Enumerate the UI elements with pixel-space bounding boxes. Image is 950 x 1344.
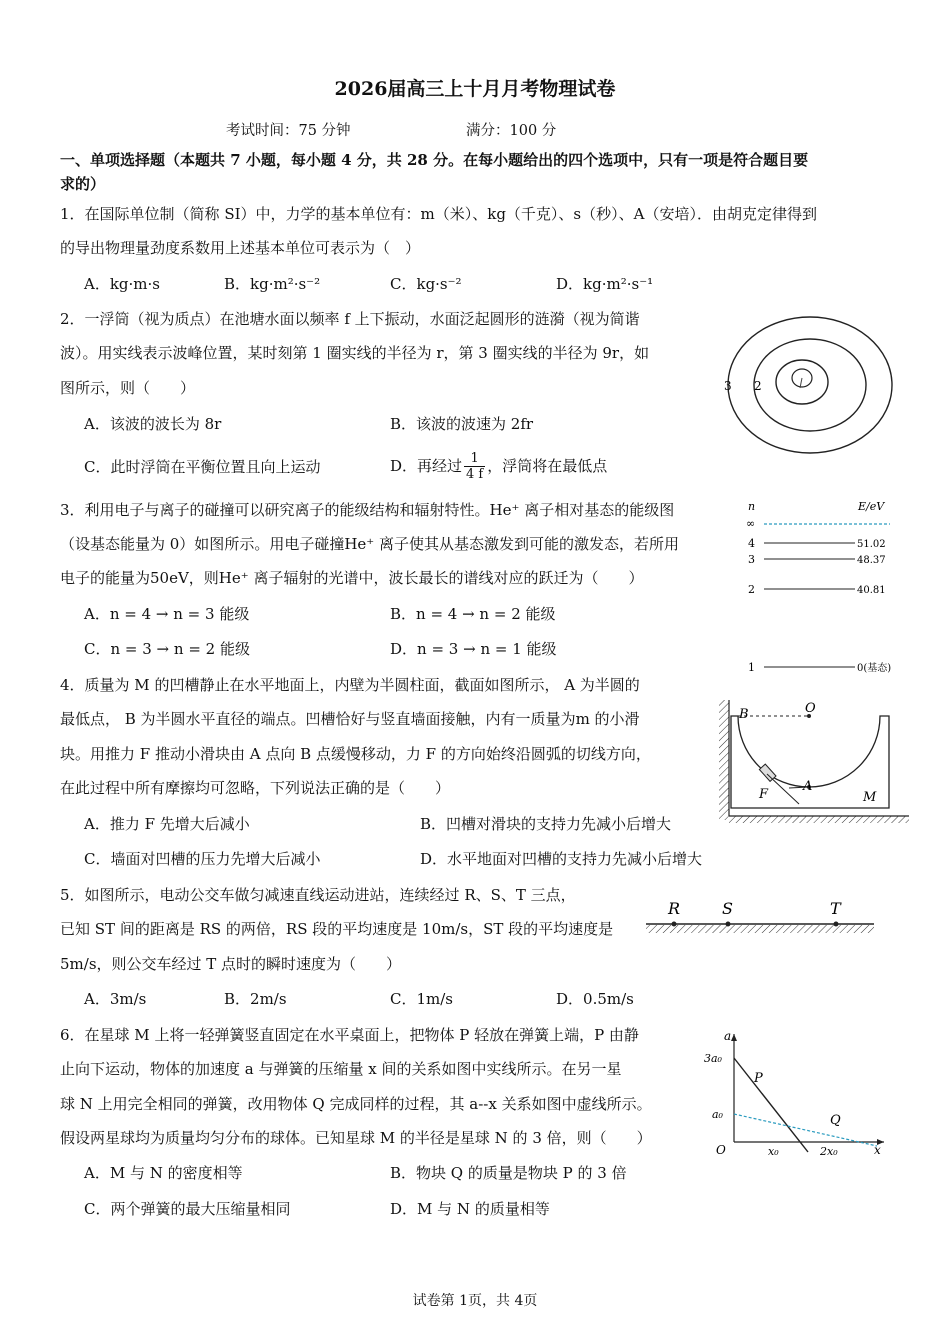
q6-option-a: A．M 与 N 的密度相等 [84,1164,243,1182]
q5-option-d: D．0.5m/s [556,990,634,1008]
q5-text-2: 已知 ST 间的距离是 RS 的两倍，RS 段的平均速度是 10m/s，ST 段的平均速度是 [60,920,614,938]
level-2-energy: 40.81 [857,585,886,596]
label-t: T [830,899,841,918]
q1-text-1: 1．在国际单位制（简称 SI）中，力学的基本单位有：m（米）、kg（千克）、s（秒）、A（安培）．由胡克定律得到 [60,205,817,223]
label-p: P [754,1071,763,1086]
q3-option-c: C．n = 3 → n = 2 能级 [84,640,250,658]
level-inf-label: ∞ [746,517,756,530]
q3-option-b: B．n = 4 → n = 2 能级 [390,605,556,623]
energy-axis-label: E/eV [858,500,885,513]
label-r: R [668,899,681,918]
q6-text-4: 假设两星球均为质量均匀分布的球体。已知星球 M 的半径是星球 N 的 3 倍，则（ ） [60,1129,652,1147]
q2-fraction-den: 4 f [466,466,484,482]
tick-x0: x₀ [768,1145,779,1158]
q6-graph-figure [702,1028,892,1158]
label-m: M [863,790,877,805]
level-3-n: 3 [748,553,755,566]
exam-time: 考试时间：75 分钟 [226,123,351,139]
q4-option-b: B．凹槽对滑块的支持力先减小后增大 [420,815,672,833]
level-4-n: 4 [748,537,755,550]
ground-hatch [729,816,909,823]
label-a: A [803,779,813,794]
section1-heading-cont: 求的） [60,175,106,193]
axis-label-a: a [724,1029,732,1043]
level-2-n: 2 [748,583,755,596]
q3-text-1: 3．利用电子与离子的碰撞可以研究离子的能级结构和辐射特性。He⁺ 离子相对基态的能级图 [60,501,675,519]
q4-text-2: 最低点， B 为半圆水平直径的端点。凹槽恰好与竖直墙面接触，内有一质量为m 的小滑 [60,710,640,728]
q5-option-a: A．3m/s [84,990,147,1008]
n-axis-label: n [748,500,756,513]
q4-option-c: C．墙面对凹槽的压力先增大后减小 [84,850,321,868]
q4-groove-figure [705,698,915,826]
q1-option-b: B．kg·m²·s⁻² [224,275,321,293]
q2-option-d-fraction [464,451,485,482]
q4-text-4: 在此过程中所有摩擦均可忽略，下列说法正确的是（ ） [60,779,451,797]
q6-text-2: 止向下运动，物体的加速度 a 与弹簧的压缩量 x 间的关系如图中实线所示。在另一星 [60,1060,622,1078]
q2-text-1: 2．一浮筒（视为质点）在池塘水面以频率 f 上下振动，水面泛起圆形的涟漪（视为简谐 [60,310,640,328]
q2-fraction-num: 1 [464,451,485,467]
q1-option-c: C．kg·s⁻² [390,275,462,293]
q2-ripple-figure [720,310,910,460]
q6-option-c: C．两个弹簧的最大压缩量相同 [84,1200,291,1218]
q1-option-a: A．kg·m·s [84,275,160,293]
q2-option-d-post: ，浮筒将在最低点 [487,457,608,475]
q2-option-b: B．该波的波速为 2fr [390,415,534,433]
label-b: B [739,707,749,722]
tick-3a0: 3a₀ [704,1052,722,1065]
level-3-energy: 48.37 [857,555,886,566]
q2-option-d [390,446,607,486]
y-axis-arrow [731,1034,737,1041]
q5-text-3: 5m/s，则公交车经过 T 点时的瞬时速度为（ ） [60,955,402,973]
q4-option-a: A．推力 F 先增大后减小 [84,815,250,833]
point-t [834,922,839,927]
line-p [734,1058,808,1152]
q3-text-2: （设基态能量为 0）如图所示。用电子碰撞He⁺ 离子使其从基态激发到可能的激发态，若所用 [60,535,679,553]
label-o: O [805,701,816,716]
level-1-n: 1 [748,661,755,674]
q2-option-d-pre: D．再经过 [390,457,463,475]
label-s: S [722,899,733,918]
wall-hatch [719,700,729,820]
q3-option-d: D．n = 3 → n = 1 能级 [390,640,557,658]
q4-text-3: 块。用推力 F 推动小滑块由 A 点向 B 点缓慢移动，力 F 的方向始终沿圆弧的切线方向， [60,745,651,763]
q5-option-c: C．1m/s [390,990,453,1008]
ripple-ring-3 [728,317,892,453]
point-r [672,922,677,927]
tick-a0: a₀ [712,1108,723,1121]
q5-road-figure [640,892,880,944]
exam-title: 2026届高三上十月月考物理试卷 [334,78,616,100]
q3-option-a: A．n = 4 → n = 3 能级 [84,605,250,623]
line-q [734,1114,877,1146]
point-s [726,922,731,927]
exam-score: 满分：100 分 [466,123,557,139]
q2-option-a: A．该波的波长为 8r [84,415,222,433]
q6-option-d: D．M 与 N 的质量相等 [390,1200,550,1218]
q6-text-1: 6．在星球 M 上将一轻弹簧竖直固定在水平桌面上，把物体 P 轻放在弹簧上端，P 由静 [60,1026,639,1044]
q5-option-b: B．2m/s [224,990,287,1008]
q3-text-3: 电子的能量为50eV，则He⁺ 离子辐射的光谱中，波长最长的谱线对应的跃迁为（ ） [60,569,644,587]
q3-energy-level-figure [740,496,900,682]
force-f-line [767,774,799,804]
q4-text-1: 4．质量为 M 的凹槽静止在水平地面上，内壁为半圆柱面，截面如图所示， A 为半圆的 [60,676,640,694]
tick-2x0: 2x₀ [820,1145,838,1158]
ripple-ring-1 [776,360,828,404]
label-q: Q [830,1113,841,1128]
q1-option-d: D．kg·m²·s⁻¹ [556,275,654,293]
ring-label-2: 2 [754,379,762,393]
level-1-energy: 0(基态) [857,663,892,674]
q5-text-1: 5．如图所示，电动公交车做匀减速直线运动进站，连续经过 R、S、T 三点， [60,886,576,904]
q2-text-2: 波）。用实线表示波峰位置，某时刻第 1 圈实线的半径为 r，第 3 圈实线的半径为 9r，如 [60,344,650,362]
q1-text-2: 的导出物理量劲度系数用上述基本单位可表示为（ ） [60,239,421,257]
q2-option-c: C．此时浮筒在平衡位置且向上运动 [84,458,321,476]
q2-text-3: 图所示，则（ ） [60,379,196,397]
slider-block [759,764,776,781]
axis-label-x: x [874,1143,881,1157]
road-hatch [646,925,874,933]
level-4-energy: 51.02 [857,539,886,550]
page-footer: 试卷第 1页，共 4页 [412,1293,538,1309]
q6-text-3: 球 N 上用完全相同的弹簧，改用物体 Q 完成同样的过程，其 a--x 关系如图中虚线所示。 [60,1095,652,1113]
origin-label: O [716,1143,726,1157]
q4-option-d: D．水平地面对凹槽的支持力先减小后增大 [420,850,703,868]
q6-option-b: B．物块 Q 的质量是物块 P 的 3 倍 [390,1164,627,1182]
ripple-ring-2 [754,339,866,431]
ring-label-3: 3 [724,379,732,393]
label-f: F [759,787,769,802]
section1-heading: 一、单项选择题（本题共 7 小题，每小题 4 分，共 28 分。在每小题给出的四个选项中，只有一项是符合题目要 [60,151,809,169]
